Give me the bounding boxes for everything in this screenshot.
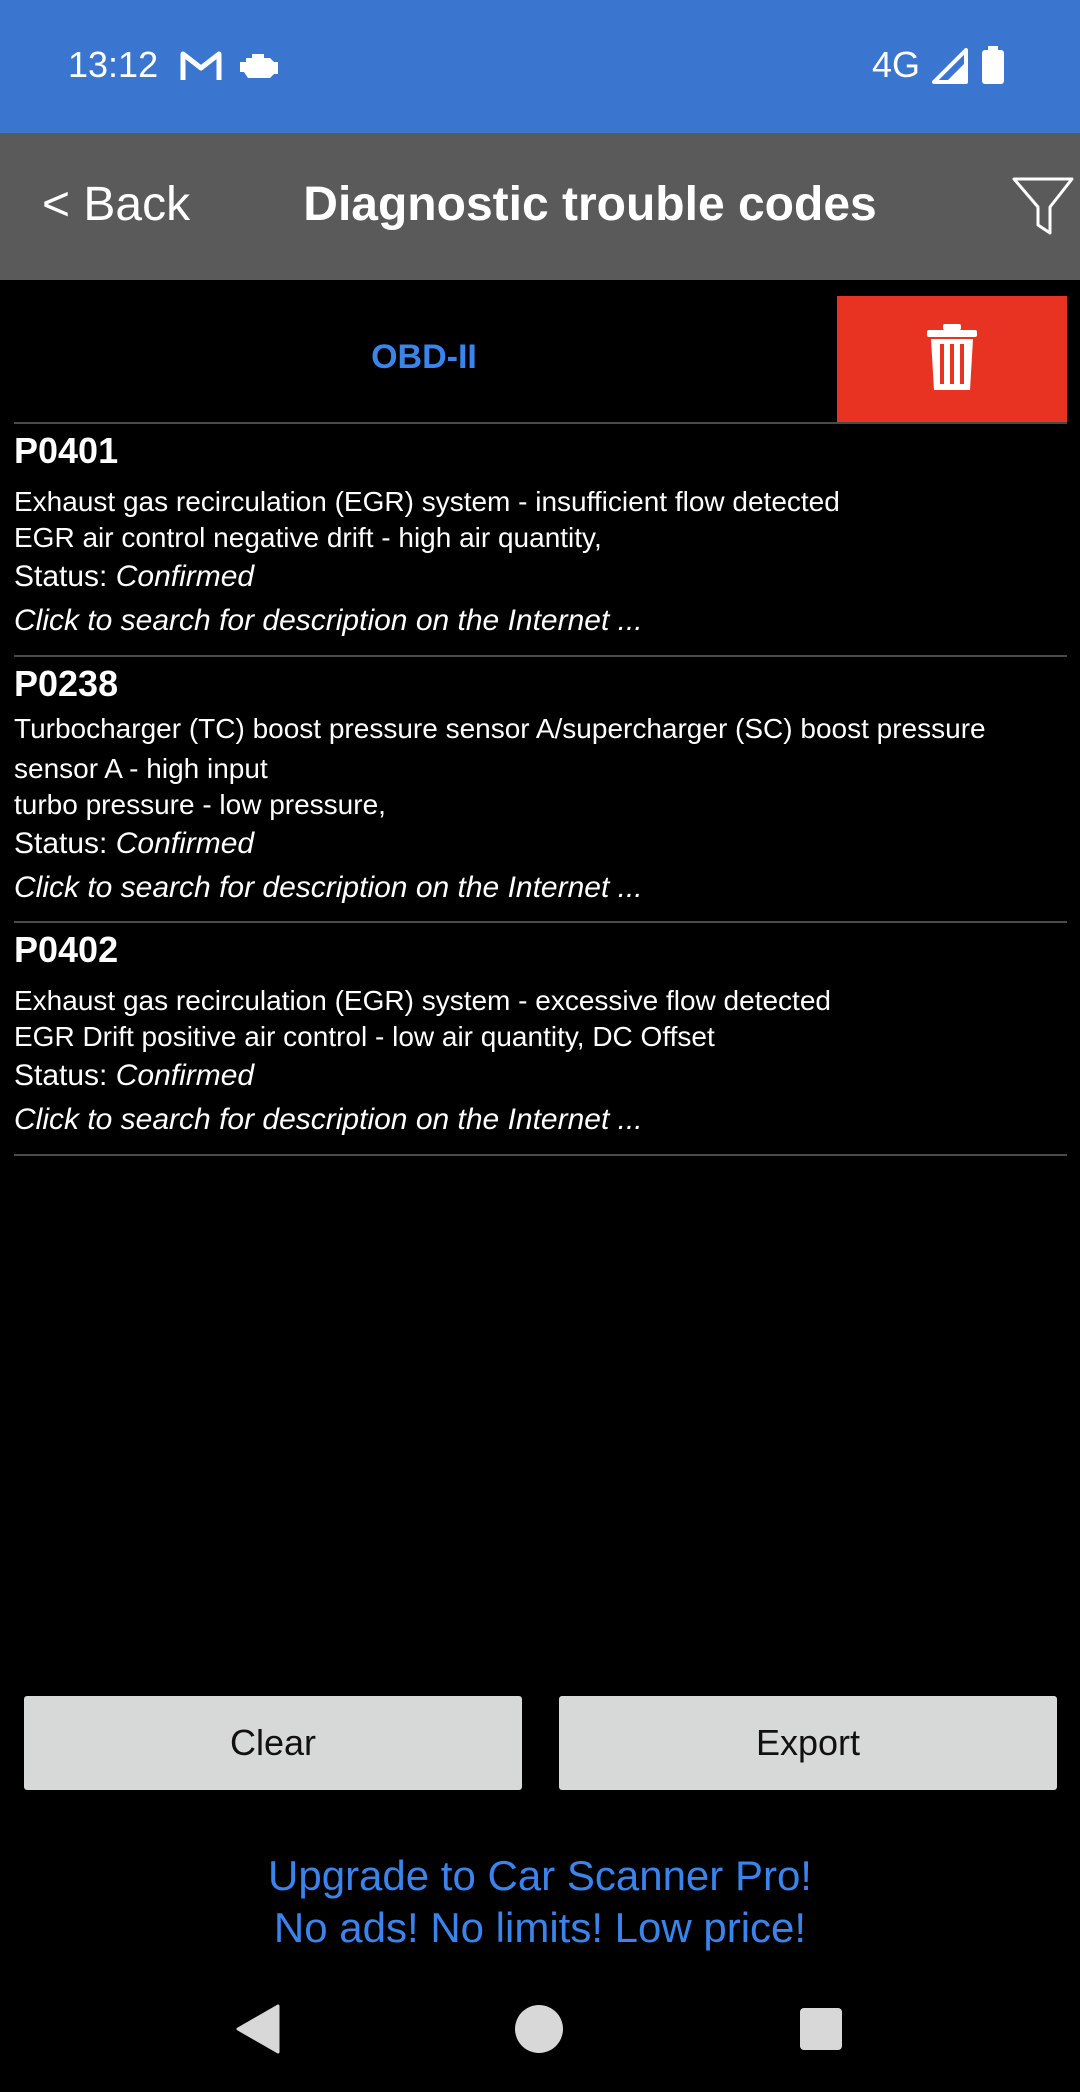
status-bar (0, 0, 1080, 133)
upgrade-promo[interactable] (0, 1850, 1080, 1954)
dtc-status-value: Confirmed (115, 560, 255, 593)
upgrade-line-1: Upgrade to Car Scanner Pro! (268, 1852, 812, 1899)
app-header (0, 133, 1080, 280)
delete-button[interactable] (837, 296, 1067, 422)
network-type: 4G (872, 44, 921, 85)
nav-back-icon[interactable] (234, 2004, 280, 2054)
dtc-status-value: Confirmed (115, 827, 255, 860)
dtc-code: P0401 (14, 430, 119, 471)
dtc-item-p0401[interactable] (14, 424, 1067, 654)
dtc-search-link[interactable]: Click to search for description on the Internet ... (14, 871, 643, 904)
dtc-status: Status: Confirmed (14, 1059, 255, 1092)
dtc-search-link[interactable]: Click to search for description on the Internet ... (14, 604, 643, 637)
dtc-description-cont: sensor A - high input (14, 753, 268, 784)
dtc-description: Exhaust gas recirculation (EGR) system - insufficient flow detected (14, 486, 840, 517)
dtc-detail: EGR air control negative drift - high air quantity, (14, 522, 602, 553)
dtc-status: Status: Confirmed (14, 827, 255, 860)
dtc-description: Turbocharger (TC) boost pressure sensor A/supercharger (SC) boost pressure (14, 713, 986, 744)
battery-icon (982, 46, 1004, 84)
dtc-item-p0402[interactable] (14, 923, 1067, 1155)
page-title: Diagnostic trouble codes (303, 178, 877, 231)
divider (14, 1154, 1067, 1156)
clear-button[interactable]: Clear (24, 1696, 522, 1790)
protocol-label: OBD-II (371, 338, 477, 376)
check-engine-icon (238, 50, 282, 80)
dtc-code: P0238 (14, 663, 119, 704)
signal-icon (932, 48, 968, 84)
dtc-status: Status: Confirmed (14, 560, 255, 593)
filter-icon[interactable] (1010, 173, 1076, 239)
nav-recents-icon[interactable] (800, 2008, 842, 2050)
dtc-detail: EGR Drift positive air control - low air quantity, DC Offset (14, 1021, 715, 1052)
trash-icon (925, 324, 979, 392)
gmail-icon (180, 48, 222, 82)
upgrade-line-2: No ads! No limits! Low price! (273, 1904, 807, 1951)
dtc-search-link[interactable]: Click to search for description on the Internet ... (14, 1103, 643, 1136)
dtc-status-value: Confirmed (115, 1059, 255, 1092)
dtc-description: Exhaust gas recirculation (EGR) system - excessive flow detected (14, 985, 831, 1016)
dtc-item-p0238[interactable] (14, 657, 1067, 921)
nav-home-icon[interactable] (515, 2005, 563, 2053)
dtc-detail: turbo pressure - low pressure, (14, 789, 386, 820)
status-time: 13:12 (68, 44, 159, 85)
dtc-code: P0402 (14, 929, 119, 970)
export-button[interactable]: Export (559, 1696, 1057, 1790)
back-button[interactable]: < Back (42, 178, 191, 231)
